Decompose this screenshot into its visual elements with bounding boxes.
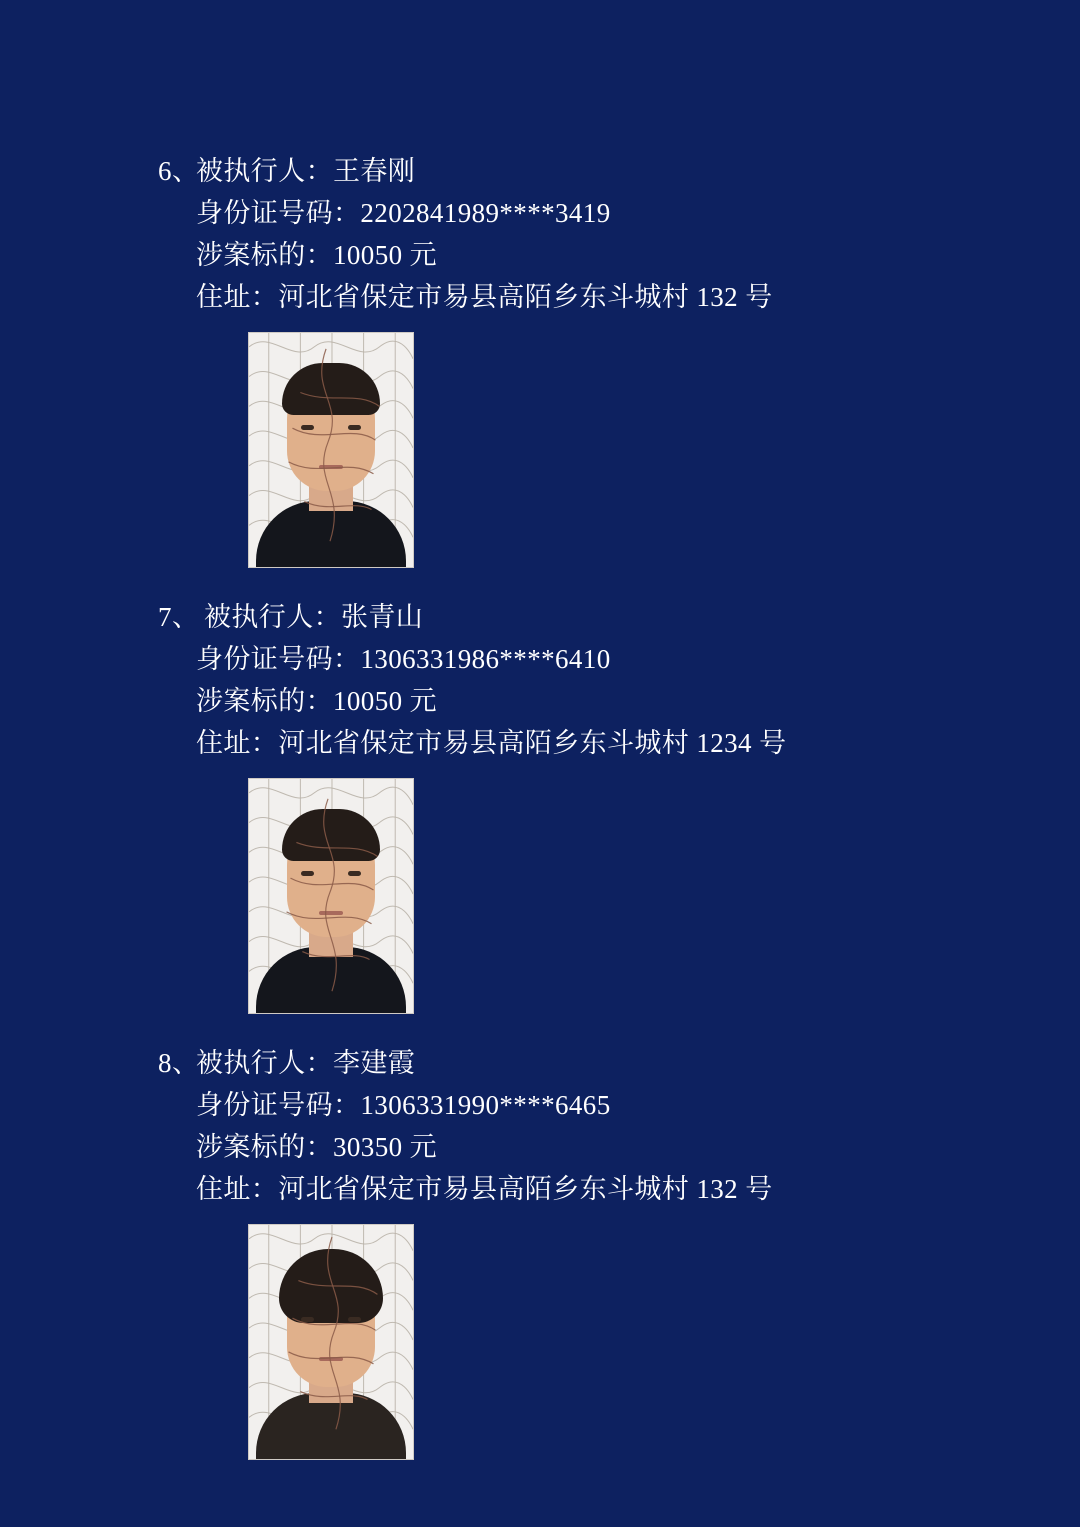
- address-line: 住址：河北省保定市易县高陌乡东斗城村 1234 号: [196, 728, 787, 758]
- entry-header: [120, 150, 960, 318]
- photo-container: [248, 778, 960, 1014]
- id-number-line: 身份证号码：1306331990****6465: [196, 1090, 611, 1120]
- photo-container: [248, 1224, 960, 1460]
- photo-container: [248, 332, 960, 568]
- entry-index: 6、: [158, 156, 200, 186]
- entry-body: [196, 150, 960, 318]
- entry-index: 8、: [158, 1048, 200, 1078]
- person-photo: [248, 332, 414, 568]
- address-line: 住址：河北省保定市易县高陌乡东斗城村 132 号: [196, 1174, 773, 1204]
- entry-index: 7、: [158, 602, 200, 632]
- entry-header: [120, 1042, 960, 1210]
- entry-body: [196, 1042, 960, 1210]
- person-line: 被执行人：李建霞: [196, 1048, 416, 1078]
- amount-line: 涉案标的：30350 元: [196, 1132, 438, 1162]
- person-line: 被执行人：张青山: [204, 602, 424, 632]
- list-item: [120, 1042, 960, 1460]
- photo-scribble-overlay: [249, 333, 413, 567]
- photo-scribble-overlay: [249, 779, 413, 1013]
- person-photo: [248, 778, 414, 1014]
- list-item: [120, 150, 960, 568]
- id-number-line: 身份证号码：2202841989****3419: [196, 198, 611, 228]
- list-item: [120, 596, 960, 1014]
- entry-body: [196, 596, 960, 764]
- address-line: 住址：河北省保定市易县高陌乡东斗城村 132 号: [196, 282, 773, 312]
- amount-line: 涉案标的：10050 元: [196, 240, 438, 270]
- person-line: 被执行人：王春刚: [196, 156, 416, 186]
- photo-scribble-overlay: [249, 1225, 413, 1459]
- entry-header: [120, 596, 960, 764]
- amount-line: 涉案标的：10050 元: [196, 686, 438, 716]
- id-number-line: 身份证号码：1306331986****6410: [196, 644, 611, 674]
- person-photo: [248, 1224, 414, 1460]
